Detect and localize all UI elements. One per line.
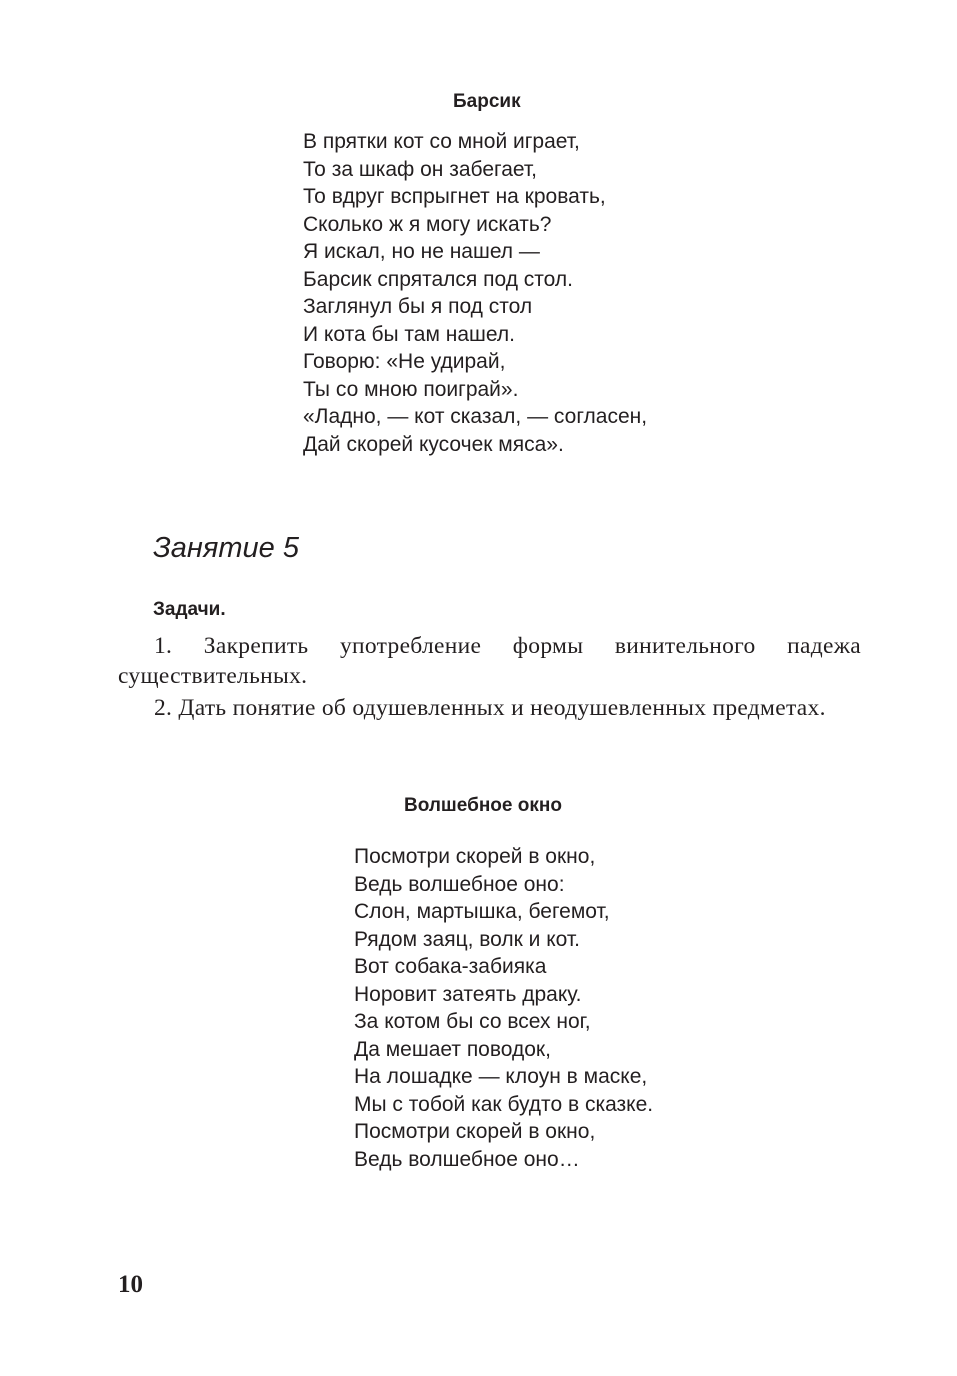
poem-line: Вот собака-забияка: [354, 955, 547, 978]
poem-line: В прятки кот со мной играет,: [303, 130, 580, 153]
poem-line: Ты со мною поиграй».: [303, 377, 519, 401]
poem-line: Ведь волшебное оно:: [354, 872, 565, 896]
poem-line: На лошадке — клоун в маске,: [354, 1065, 648, 1088]
task-item-1: 1. Закрепить употребление формы винительного падежа существительных.: [118, 633, 861, 689]
poem-line: Слон, мартышка, бегемот,: [354, 900, 610, 923]
poem-line: Мы с тобой как будто в сказке.: [354, 1092, 654, 1116]
poem-line: «Ладно, — кот сказал, — согласен,: [303, 405, 648, 428]
task-item-2: 2. Дать понятие об одушевленных и неодушевленных предметах.: [154, 695, 826, 721]
poem-line: То вдруг вспрыгнет на кровать,: [303, 185, 606, 208]
tasks-heading: Задачи.: [153, 599, 226, 620]
poem-line: Норовит затеять драку.: [354, 982, 582, 1006]
poem-line: Я искал, но не нашел —: [303, 240, 540, 263]
poem-line: Посмотри скорей в окно,: [354, 1120, 596, 1143]
poem-line: Посмотри скорей в окно,: [354, 845, 596, 868]
poem-line: И кота бы там нашел.: [303, 322, 515, 346]
poem-line: То за шкаф он забегает,: [303, 157, 538, 181]
poem-line: Рядом заяц, волк и кот.: [354, 927, 581, 951]
poem-line: Дай скорей кусочек мяса».: [303, 432, 564, 456]
lesson-heading: Занятие 5: [153, 532, 299, 564]
poem-line: Барсик спрятался под стол.: [303, 267, 573, 291]
poem-title-magic-window: Волшебное окно: [404, 795, 562, 816]
poem-barsik: [303, 128, 647, 458]
poem-line: Говорю: «Не удирай,: [303, 350, 506, 373]
poem-line: Заглянул бы я под стол: [303, 295, 533, 318]
poem-line: Ведь волшебное оно…: [354, 1147, 580, 1171]
poem-line: За котом бы со всех ног,: [354, 1010, 591, 1033]
page-number: 10: [118, 1271, 143, 1298]
poem-title-barsik: Барсик: [453, 91, 521, 112]
poem-line: Да мешает поводок,: [354, 1037, 551, 1061]
poem-magic-window: [354, 843, 653, 1173]
poem-line: Сколько ж я могу искать?: [303, 212, 552, 236]
